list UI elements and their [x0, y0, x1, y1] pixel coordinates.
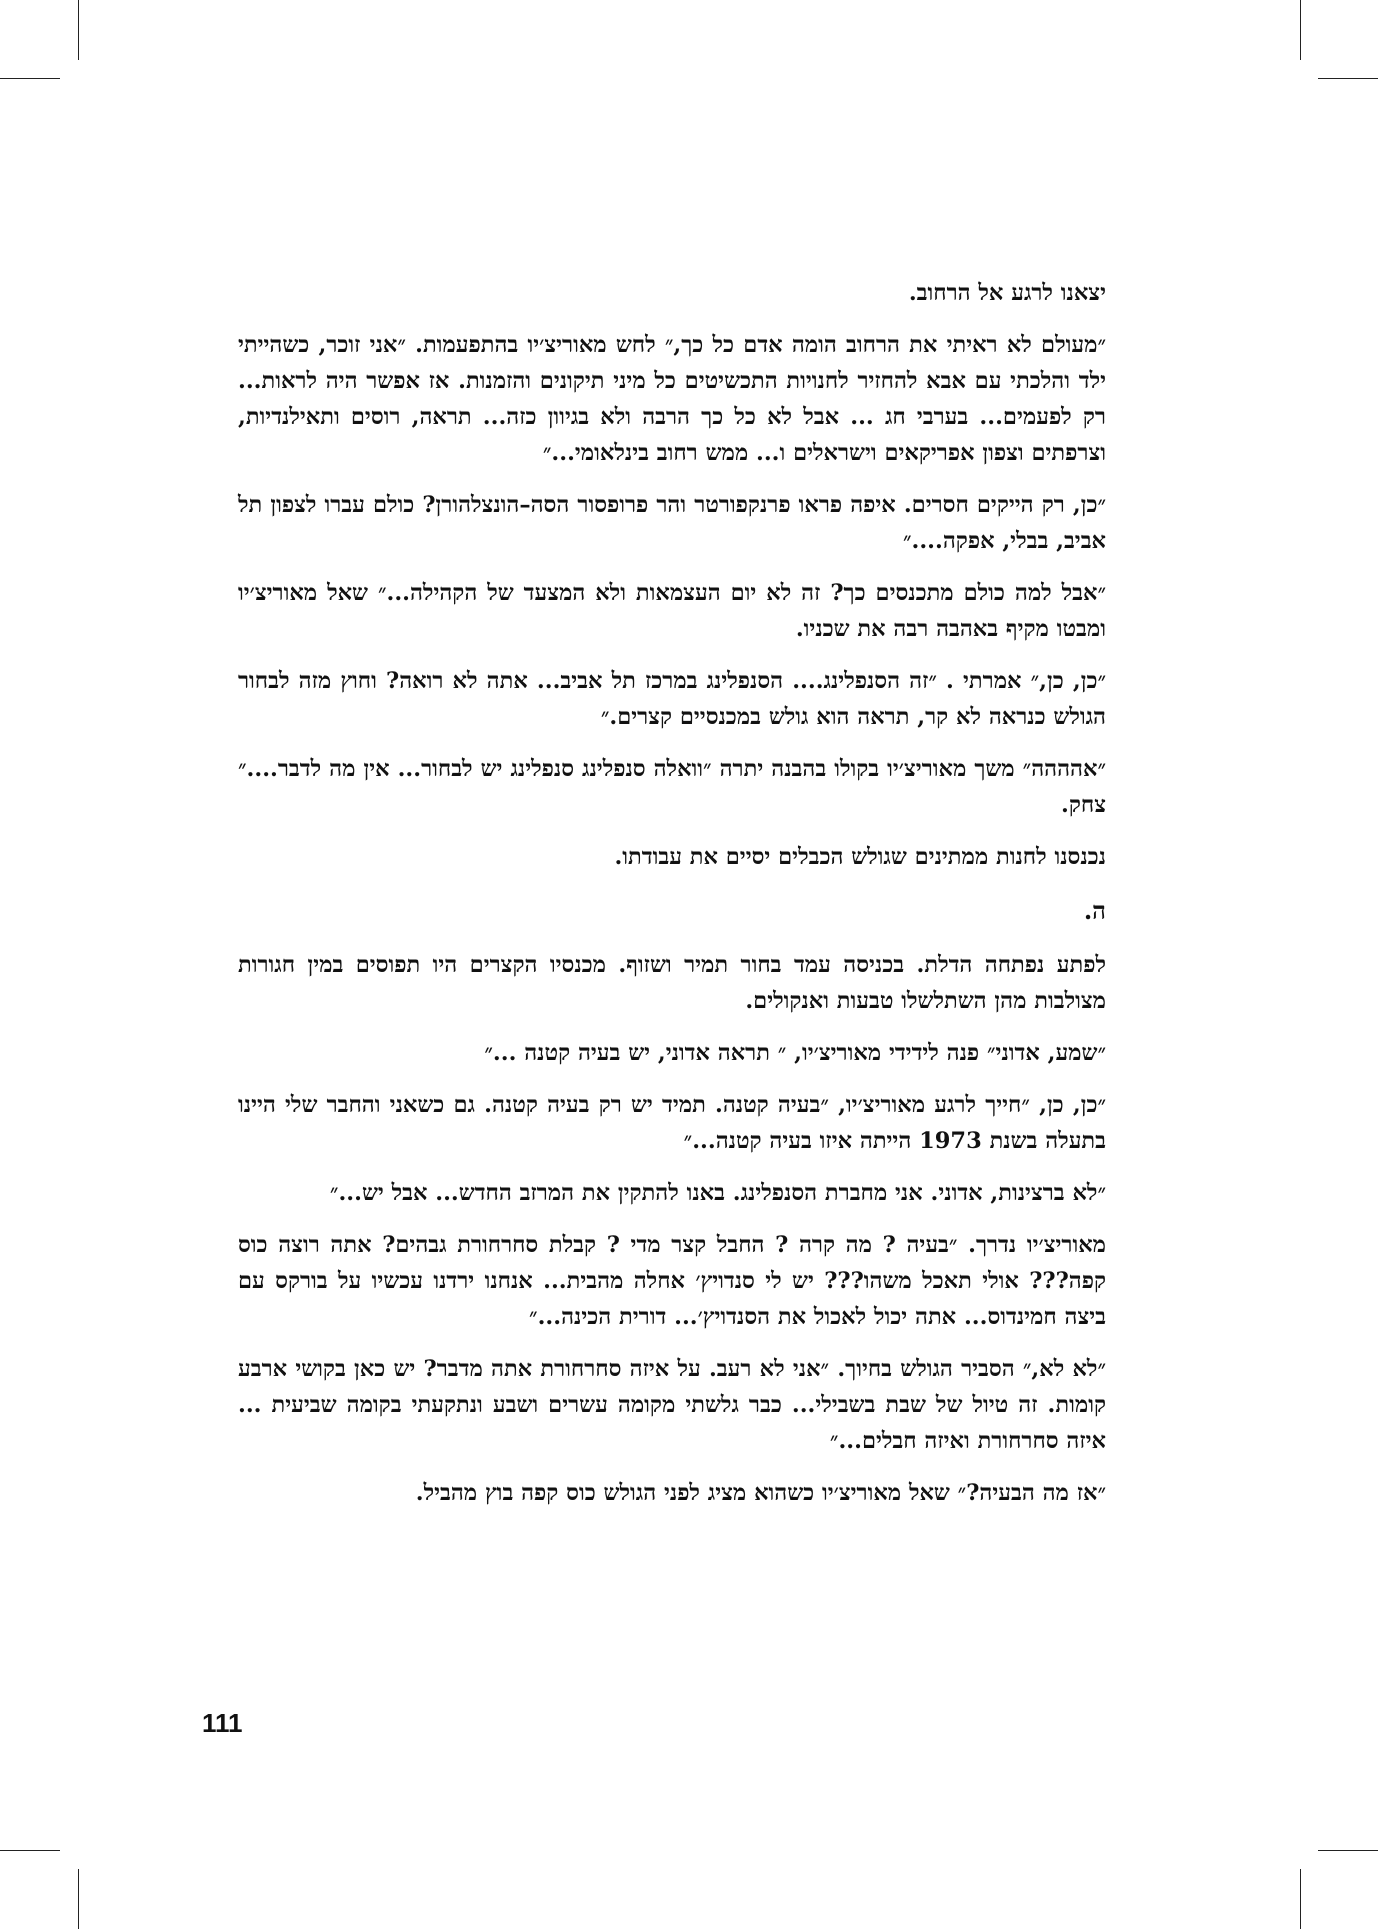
- paragraph: ״כן, כן,״ אמרתי . ״זה הסנפלינג.... הסנפלינג במרכז תל אביב... אתה לא רואה? וחוץ מזה לבחור הגולש כנראה לא קר, תראה הוא גולש במכנסיים קצרים.״: [238, 668, 1106, 730]
- paragraph: לפתע נפתחה הדלת. בכניסה עמד בחור תמיר ושזוף. מכנסיו הקצרים היו תפוסים במין חגורות מצולבות מהן השתלשלו טבעות ואנקולים.: [238, 952, 1106, 1014]
- paragraph: ״אז מה הבעיה?״ שאל מאוריצ׳יו כשהוא מציג לפני הגולש כוס קפה בוץ מהביל.: [415, 1480, 1106, 1506]
- section-heading: ה.: [1083, 896, 1106, 925]
- paragraph: ״שמע, אדוני״ פנה לידידי מאוריצ׳יו, ״ תראה אדוני, יש בעיה קטנה ...״: [484, 1040, 1106, 1066]
- crop-mark-bottom-left-vertical: [78, 1869, 79, 1929]
- page-number: 111: [202, 1708, 243, 1738]
- paragraph: ״כן, כן, ״חייך לרגע מאוריצ׳יו, ״בעיה קטנה. תמיד יש רק בעיה קטנה. גם כשאני והחבר שלי היינו בתעלה בשנת 1973 הייתה איזו בעיה קטנה...״: [238, 1092, 1106, 1154]
- crop-mark-top-left-vertical: [78, 0, 79, 60]
- crop-mark-top-right-horizontal: [1318, 78, 1378, 79]
- paragraph: ״אהההה״ משך מאוריצ׳יו בקולו בהבנה יתרה ״וואלה סנפלינג סנפלינג יש לבחור... אין מה לדבר....״ צחק.: [238, 756, 1106, 818]
- crop-mark-bottom-right-vertical: [1300, 1869, 1301, 1929]
- paragraph: מאוריצ׳יו נדרך. ״בעיה ? מה קרה ? החבל קצר מדי ? קבלת סחרחורת גבהים? אתה רוצה כוס קפה??? אולי תאכל משהו??? יש לי סנדויץ׳ אחלה מהבית... אנחנו ירדנו עכשיו על בורקס עם ביצה חמינדוס... אתה יכול לאכול את הסנדויץ׳... דורית הכינה...״: [238, 1232, 1106, 1330]
- paragraph: יצאנו לרגע אל הרחוב.: [908, 280, 1106, 306]
- page-body: [238, 275, 1106, 1527]
- crop-mark-bottom-right-horizontal: [1318, 1850, 1378, 1851]
- crop-mark-top-left-horizontal: [0, 78, 60, 79]
- paragraph: ״לא ברצינות, אדוני. אני מחברת הסנפלינג. באנו להתקין את המרזב החדש... אבל יש...״: [329, 1180, 1106, 1206]
- crop-mark-bottom-left-horizontal: [0, 1850, 60, 1851]
- paragraph: ״כן, רק הייקים חסרים. איפה פראו פרנקפורטר והר פרופסור הסה–הונצלהורן? כולם עברו לצפון תל אביב, בבלי, אפקה....״: [238, 492, 1106, 554]
- crop-mark-top-right-vertical: [1300, 0, 1301, 60]
- paragraph: ״מעולם לא ראיתי את הרחוב הומה אדם כל כך,״ לחש מאוריצ׳יו בהתפעמות. ״אני זוכר, כשהייתי ילד והלכתי עם אבא להחזיר לחנויות התכשיטים כל מיני תיקונים והזמנות. אז אפשר היה לראות... רק לפעמים... בערבי חג ... אבל לא כל כך הרבה ולא בגיוון כזה... תראה, רוסים ותאילנדיות, וצרפתים וצפון אפריקאים וישראלים ו... ממש רחוב בינלאומי...״: [238, 332, 1106, 466]
- paragraph: ״אבל למה כולם מתכנסים כך? זה לא יום העצמאות ולא המצעד של הקהילה...״ שאל מאוריצ׳יו ומבטו מקיף באהבה רבה את שכניו.: [238, 580, 1106, 642]
- paragraph: ״לא לא,״ הסביר הגולש בחיוך. ״אני לא רעב. על איזה סחרחורת אתה מדבר? יש כאן בקושי ארבע קומות. זה טיול של שבת בשבילי... כבר גלשתי מקומה עשרים ושבע ונתקעתי בקומה שביעית ... איזה סחרחורת ואיזה חבלים...״: [238, 1356, 1106, 1454]
- paragraph: נכנסנו לחנות ממתינים שגולש הכבלים יסיים את עבודתו.: [614, 844, 1106, 870]
